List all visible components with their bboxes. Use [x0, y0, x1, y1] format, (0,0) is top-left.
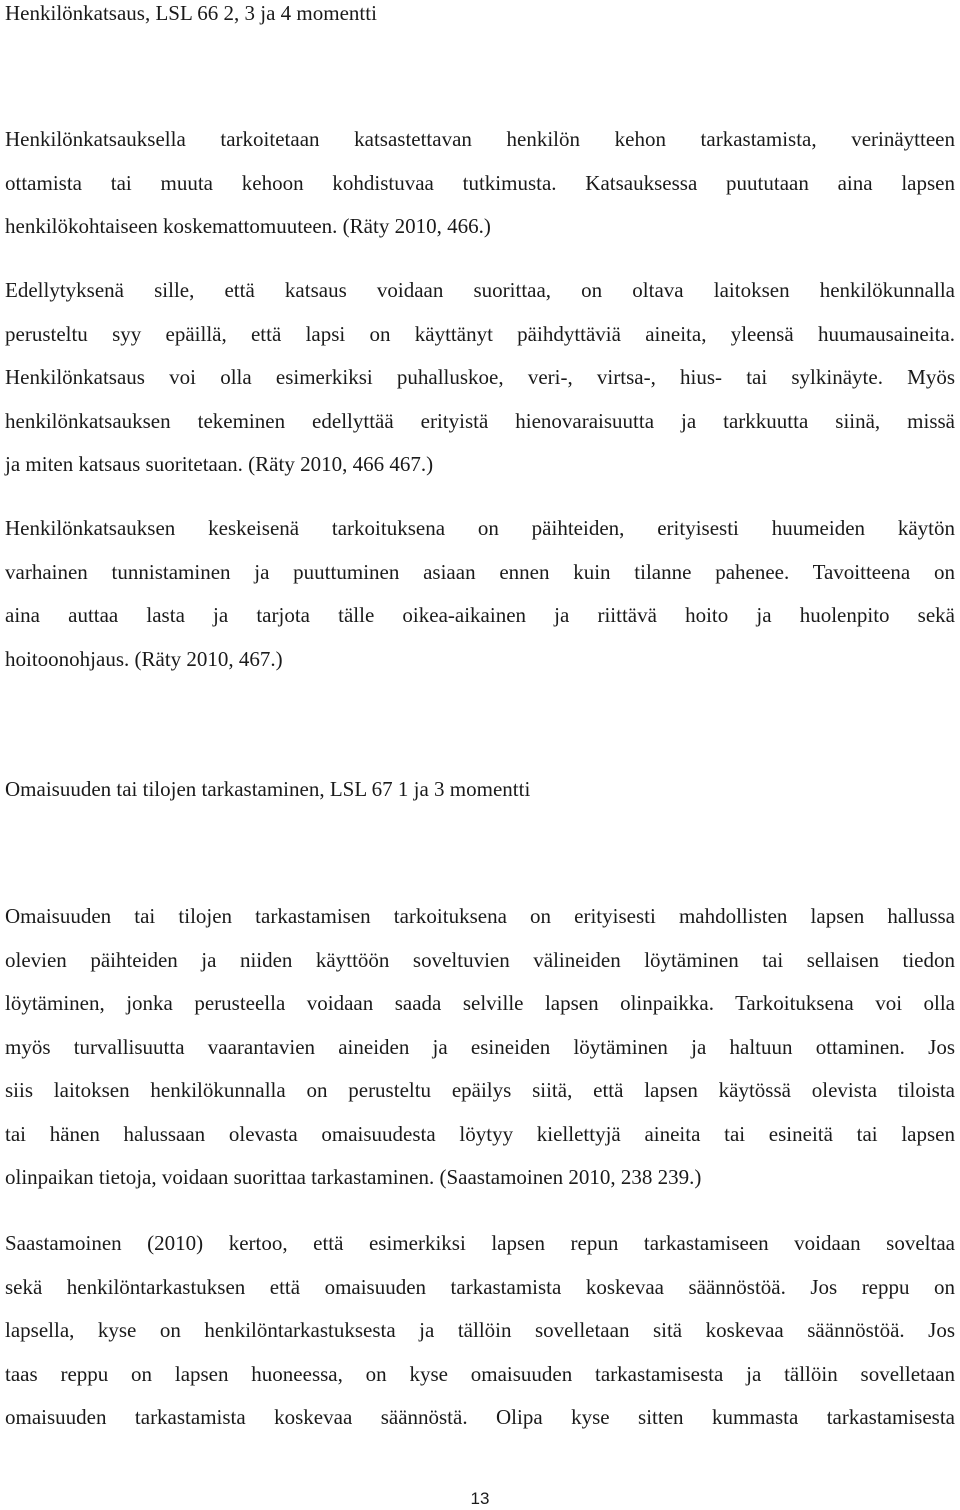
text-line: ottamista tai muuta kehoon kohdistuvaa tutkimusta. Katsauksessa puututaan aina lapsen — [5, 170, 955, 195]
text-line: aina auttaa lasta ja tarjota tälle oikea-aikainen ja riittävä hoito ja huolenpito sekä — [5, 603, 955, 627]
paragraph-purpose — [5, 507, 955, 681]
text-line: sekä henkilöntarkastuksen että omaisuuden tarkastamista koskevaa säännöstöä. Jos reppu on — [5, 1274, 955, 1299]
paragraph-conditions — [5, 269, 955, 487]
text-line: Saastamoinen (2010) kertoo, että esimerkiksi lapsen repun tarkastamiseen voidaan soveltaa — [5, 1231, 955, 1255]
text-line: Omaisuuden tai tilojen tarkastamisen tarkoituksena on erityisesti mahdollisten lapsen hallussa — [5, 904, 955, 928]
paragraph-definition — [5, 118, 955, 249]
text-line: taas reppu on lapsen huoneessa, on kyse omaisuuden tarkastamisesta ja tällöin sovelletaan — [5, 1361, 955, 1386]
text-line: olinpaikan tietoja, voidaan suorittaa tarkastaminen. (Saastamoinen 2010, 238 239.) — [5, 1165, 702, 1189]
text-line: löytäminen, jonka perusteella voidaan saada selville lapsen olinpaikka. Tarkoituksena voi olla — [5, 991, 955, 1015]
text-line: varhainen tunnistaminen ja puuttuminen asiaan ennen kuin tilanne pahenee. Tavoitteena on — [5, 559, 955, 584]
text-line: perusteltu syy epäillä, että lapsi on käyttänyt päihdyttäviä aineita, yleensä huumausaineita. — [5, 321, 955, 346]
text-line: lapsella, kyse on henkilöntarkastuksesta ja tällöin sovelletaan sitä koskevaa säännöstöä. Jos — [5, 1318, 955, 1342]
text-line: henkilönkatsauksen tekeminen edellyttää erityistä hienovaraisuutta ja tarkkuutta siinä, missä — [5, 408, 955, 433]
text-line: tai hänen halussaan olevasta omaisuudesta löytyy kiellettyjä aineita tai esineitä tai lapsen — [5, 1121, 955, 1146]
section-heading-omaisuuden-tarkastaminen: Omaisuuden tai tilojen tarkastaminen, LSL 67 1 ja 3 momentti — [5, 777, 531, 801]
text-line: siis laitoksen henkilökunnalla on perusteltu epäilys siitä, että lapsen käytössä olevista tiloista — [5, 1078, 955, 1102]
text-line: Edellytyksenä sille, että katsaus voidaan suorittaa, on oltava laitoksen henkilökunnalla — [5, 278, 955, 302]
section-heading-henkilonkatsaus: Henkilönkatsaus, LSL 66 2, 3 ja 4 momentti — [5, 1, 377, 25]
text-line: myös turvallisuutta vaarantavien aineiden ja esineiden löytäminen ja haltuun ottaminen. Jos — [5, 1034, 955, 1059]
text-line: olevien päihteiden ja niiden käyttöön soveltuvien välineiden löytäminen tai sellaisen tiedon — [5, 947, 955, 972]
text-line: henkilökohtaiseen koskemattomuuteen. (Räty 2010, 466.) — [5, 214, 491, 238]
paragraph-property-inspection — [5, 895, 955, 1200]
text-line: hoitoonohjaus. (Räty 2010, 467.) — [5, 646, 283, 671]
text-line: omaisuuden tarkastamista koskevaa säännöstä. Olipa kyse sitten kummasta tarkastamisesta — [5, 1405, 955, 1429]
page-number: 13 — [470, 1489, 490, 1508]
text-line: Henkilönkatsauksen keskeisenä tarkoituksena on päihteiden, erityisesti huumeiden käytön — [5, 516, 955, 540]
paragraph-backpack-example — [5, 1222, 955, 1440]
text-line: Henkilönkatsauksella tarkoitetaan katsastettavan henkilön kehon tarkastamista, verinäytteen — [5, 127, 955, 151]
text-line: Henkilönkatsaus voi olla esimerkiksi puhalluskoe, veri-, virtsa-, hius- tai sylkinäyte. Myös — [5, 365, 955, 389]
text-line: ja miten katsaus suoritetaan. (Räty 2010, 466 467.) — [5, 452, 434, 476]
